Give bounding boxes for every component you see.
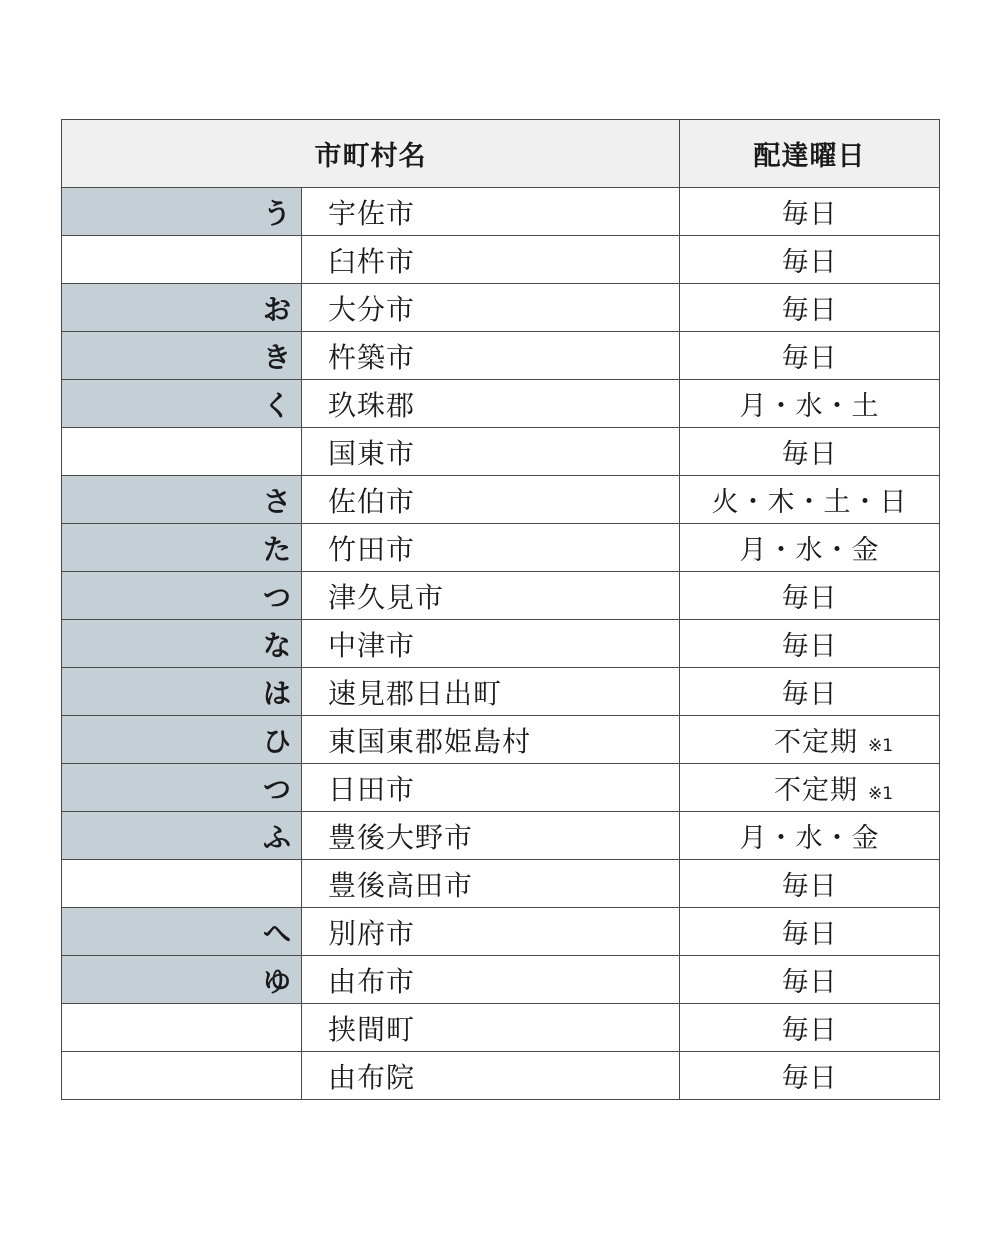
city-name-cell: 挟間町 [302, 1004, 680, 1052]
city-name-cell: 東国東郡姫島村 [302, 716, 680, 764]
delivery-days-content [782, 864, 838, 903]
delivery-days-content [774, 720, 893, 759]
delivery-days-cell [680, 236, 940, 284]
delivery-days-cell [680, 572, 940, 620]
kana-index-cell: た [62, 524, 302, 572]
delivery-days-cell [680, 332, 940, 380]
kana-index-cell [62, 428, 302, 476]
table-row [62, 668, 940, 716]
kana-index-cell: ふ [62, 812, 302, 860]
table-row [62, 524, 940, 572]
footnote-marker: ※1 [867, 784, 894, 804]
delivery-days-content [782, 672, 838, 711]
city-name-cell: 豊後高田市 [302, 860, 680, 908]
kana-index-cell: お [62, 284, 302, 332]
table-row [62, 428, 940, 476]
city-name-cell: 中津市 [302, 620, 680, 668]
delivery-days-cell [680, 188, 940, 236]
delivery-days-text: 毎日 [781, 631, 838, 662]
kana-index-cell: は [62, 668, 302, 716]
city-name-cell: 竹田市 [302, 524, 680, 572]
kana-index-cell: な [62, 620, 302, 668]
delivery-days-content [712, 480, 908, 519]
delivery-days-cell [680, 620, 940, 668]
delivery-days-text: 毎日 [781, 295, 838, 326]
footnote-marker: ※1 [867, 736, 894, 756]
delivery-days-content [782, 576, 838, 615]
header-delivery-days: 配達曜日 [680, 120, 940, 188]
table-row [62, 380, 940, 428]
header-city-name: 市町村名 [62, 120, 680, 188]
delivery-days-text: 毎日 [781, 871, 838, 902]
city-name-cell: 由布院 [302, 1052, 680, 1100]
city-name-cell: 玖珠郡 [302, 380, 680, 428]
delivery-days-text: 毎日 [781, 343, 838, 374]
city-name-cell: 日田市 [302, 764, 680, 812]
city-name-cell: 宇佐市 [302, 188, 680, 236]
kana-index-cell: つ [62, 764, 302, 812]
table-row [62, 620, 940, 668]
kana-index-cell: う [62, 188, 302, 236]
delivery-days-cell [680, 668, 940, 716]
delivery-days-content [782, 336, 838, 375]
delivery-days-cell [680, 860, 940, 908]
delivery-days-cell [680, 716, 940, 764]
delivery-days-text: 不定期 [773, 775, 858, 806]
kana-index-cell: つ [62, 572, 302, 620]
table-row [62, 908, 940, 956]
delivery-days-text: 毎日 [781, 247, 838, 278]
delivery-days-cell [680, 1052, 940, 1100]
delivery-days-text: 毎日 [781, 967, 838, 998]
delivery-days-content [740, 528, 880, 567]
city-name-cell: 豊後大野市 [302, 812, 680, 860]
kana-index-cell: ひ [62, 716, 302, 764]
delivery-days-content [782, 432, 838, 471]
delivery-days-text: 月・水・金 [739, 823, 880, 854]
kana-index-cell [62, 1052, 302, 1100]
delivery-days-text: 不定期 [773, 727, 858, 758]
table-header [62, 120, 940, 188]
header-row [62, 120, 940, 188]
table-row [62, 812, 940, 860]
delivery-days-content [782, 960, 838, 999]
table-row [62, 956, 940, 1004]
kana-index-cell: さ [62, 476, 302, 524]
table-row [62, 1052, 940, 1100]
delivery-days-cell [680, 476, 940, 524]
delivery-days-cell [680, 524, 940, 572]
city-name-cell: 津久見市 [302, 572, 680, 620]
kana-index-cell: き [62, 332, 302, 380]
table-body [62, 188, 940, 1100]
delivery-days-text: 火・木・土・日 [711, 487, 908, 518]
delivery-days-content [782, 1056, 838, 1095]
delivery-days-content [782, 624, 838, 663]
delivery-days-text: 毎日 [781, 439, 838, 470]
delivery-days-content [782, 288, 838, 327]
delivery-days-content [782, 912, 838, 951]
delivery-days-content [740, 816, 880, 855]
delivery-days-text: 月・水・金 [739, 535, 880, 566]
table-row [62, 332, 940, 380]
table-row [62, 764, 940, 812]
delivery-days-cell [680, 284, 940, 332]
city-name-cell: 速見郡日出町 [302, 668, 680, 716]
table-row [62, 476, 940, 524]
delivery-days-text: 毎日 [781, 1063, 838, 1094]
delivery-days-content [782, 240, 838, 279]
city-name-cell: 杵築市 [302, 332, 680, 380]
delivery-days-text: 月・水・土 [739, 391, 880, 422]
table-row [62, 716, 940, 764]
table-row [62, 236, 940, 284]
delivery-days-cell [680, 1004, 940, 1052]
city-name-cell: 別府市 [302, 908, 680, 956]
table-row [62, 1004, 940, 1052]
kana-index-cell: へ [62, 908, 302, 956]
delivery-days-content [782, 192, 838, 231]
kana-index-cell [62, 1004, 302, 1052]
delivery-days-cell [680, 812, 940, 860]
delivery-days-content [782, 1008, 838, 1047]
delivery-days-cell [680, 428, 940, 476]
delivery-days-content [774, 768, 893, 807]
kana-index-cell: く [62, 380, 302, 428]
kana-index-cell [62, 860, 302, 908]
delivery-days-text: 毎日 [781, 583, 838, 614]
delivery-days-content [740, 384, 880, 423]
delivery-days-text: 毎日 [781, 679, 838, 710]
table-row [62, 572, 940, 620]
delivery-days-text: 毎日 [781, 199, 838, 230]
city-name-cell: 大分市 [302, 284, 680, 332]
kana-index-cell: ゆ [62, 956, 302, 1004]
table-row [62, 188, 940, 236]
kana-index-cell [62, 236, 302, 284]
delivery-days-text: 毎日 [781, 1015, 838, 1046]
city-name-cell: 国東市 [302, 428, 680, 476]
table-row [62, 284, 940, 332]
delivery-days-cell [680, 908, 940, 956]
delivery-days-cell [680, 764, 940, 812]
city-name-cell: 佐伯市 [302, 476, 680, 524]
delivery-schedule-table [61, 119, 940, 1100]
table-row [62, 860, 940, 908]
delivery-days-cell [680, 956, 940, 1004]
city-name-cell: 臼杵市 [302, 236, 680, 284]
city-name-cell: 由布市 [302, 956, 680, 1004]
delivery-days-cell [680, 380, 940, 428]
delivery-days-text: 毎日 [781, 919, 838, 950]
